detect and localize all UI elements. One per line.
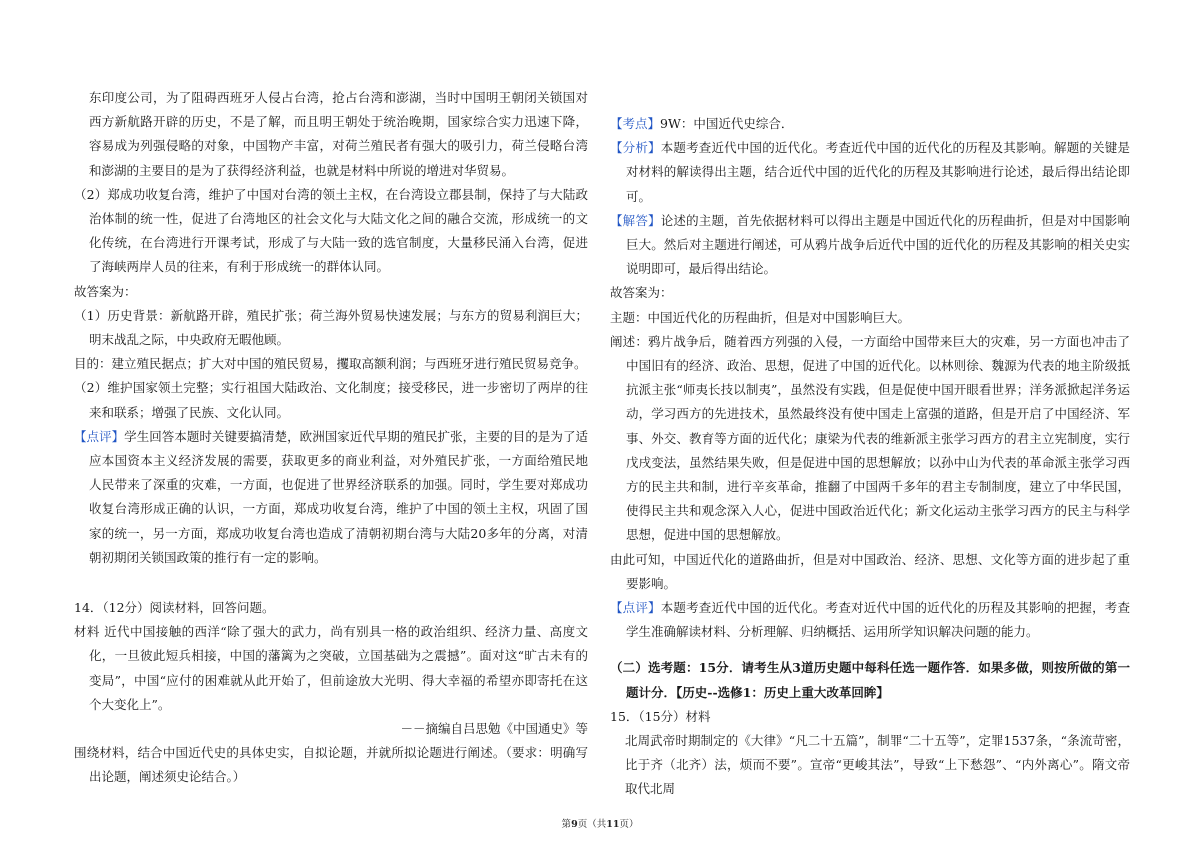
paragraph-east-india: 东印度公司，为了阻碍西班牙人侵占台湾，抢占台湾和澎湖，当时中国明王朝闭关锁国对西方新航路开辟的历史，不是了解，而且明王朝处于统治晚期，国家综合实力迅速下降，容易成为列强侵略的对象，中国物产丰富，对荷兰殖民者有强大的吸引力，荷兰侵略台湾和澎湖的主要目的是为了获得经济利益，也就是材料中所说的增进对华贸易。	[89, 90, 588, 178]
answer-explanation: 阐述：鸦片战争后，随着西方列强的入侵，一方面给中国带来巨大的灾难，另一方面也冲击了中国旧有的经济、政治、思想，促进了中国的近代化。以林则徐、魏源为代表的地主阶级抵抗派主张“师夷长技以制夷”，虽然没有实践，但是促使中国开眼看世界；洋务派掀起洋务运动，学习西方的先进技术，虽然最终没有使中国走上富强的道路，但是开启了中国经济、军事、外交、教育等方面的近代化；康梁为代表的维新派主张学习西方的君主立宪制度，实行戊戌变法，虽然结果失败，但是促进中国的思想解放；以孙中山为代表的革命派主张学习西方的民主共和制，进行辛亥革命，推翻了中国两千多年的君主专制制度，建立了中华民国，使得民主共和观念深入人心，促进中国政治近代化；新文化运动主张学习西方的民主与科学思想，促进中国的思想解放。	[610, 333, 1130, 543]
answer-purpose: 目的：建立殖民据点；扩大对中国的殖民贸易，攫取高额利润；与西班牙进行殖民贸易竞争。	[74, 356, 587, 372]
answer-background: （1）历史背景：新航路开辟，殖民扩张；荷兰海外贸易快速发展；与东方的贸易利润巨大；明末战乱之际，中央政府无暇他顾。	[74, 307, 588, 348]
question-14-material: 材料 近代中国接触的西洋“除了强大的武力，尚有别具一格的政治组织、经济力量、高度文化，一旦彼此短兵相接，中国的藩篱为之突破，立国基础为之震撼”。面对这“旷古未有的变局”，中国“应付的困难就从此开始了，但前途放大光明、得大幸福的希望亦即寄托在这个大变化上”。	[74, 624, 588, 712]
answer-label: 故答案为：	[74, 283, 137, 299]
total-pages: 11	[606, 819, 620, 830]
question-15-text: 北周武帝时期制定的《大律》“凡二十五篇”，制罪“二十五等”，定罪1537条，“条流苛密，比于齐（北齐）法，烦而不要”。宣帝“更峻其法”，导致“上下愁怨”、“内外离心”。隋文帝取代北周	[625, 733, 1130, 797]
answer-label: 故答案为：	[610, 285, 673, 301]
solution-paragraph	[610, 209, 1130, 282]
knowledge-tag: 【考点】	[610, 116, 661, 131]
review-text: 本题考查近代中国的近代化。考查对近代中国的近代化的历程及其影响的把握，考查学生准确解读材料、分析理解、归纳概括、运用所学知识解决问题的能力。	[626, 600, 1130, 640]
answer-significance: （2）维护国家领土完整；实行祖国大陆政治、文化制度；接受移民，进一步密切了两岸的往来和联系；增强了民族、文化认同。	[74, 380, 588, 420]
footer-suffix: 页）	[619, 819, 639, 830]
analysis-paragraph	[610, 136, 1130, 209]
elective-section-heading: （二）选考题：15分．请考生从3道历史题中每科任选一题作答．如果多做，则按所做的第一题计分．【历史--选修1：历史上重大改革回眸】	[610, 660, 1130, 700]
analysis-tag: 【分析】	[610, 140, 661, 156]
spacer	[610, 644, 1130, 656]
question-14-task: 围绕材料，结合中国近代史的具体史实，自拟论题，并就所拟论题进行阐述。（要求：明确写出论题，阐述须史论结合。）	[74, 745, 588, 785]
solution-text: 论述的主题，首先依据材料可以得出主题是中国近代化的历程曲折，但是对中国影响巨大。然后对主题进行阐述，可从鸦片战争后近代中国的近代化的历程及其影响的相关史实说明即可，最后得出结论。	[626, 212, 1130, 277]
page-number: 9	[571, 819, 578, 830]
right-column	[610, 86, 1130, 802]
knowledge-text: 9W：中国近代史综合．	[660, 116, 794, 131]
comment-tag: 【点评】	[74, 428, 125, 444]
left-column	[74, 86, 588, 790]
question-15-heading: 15．（15分）材料	[610, 708, 711, 724]
comment-text: 学生回答本题时关键要搞清楚，欧洲国家近代早期的殖民扩张，主要的目的是为了适应本国资本主义经济发展的需要，获取更多的商业利益，对外殖民扩张，一方面给殖民地人民带来了深重的灾难，一方面，也促进了世界经济联系的加强。同时，学生要对郑成功收复台湾形成正确的认识，一方面，郑成功收复台湾，维护了中国的领土主权，巩固了国家的统一，另一方面，郑成功收复台湾也造成了清朝初期台湾与大陆20多年的分离，对清朝初期闭关锁国政策的推行有一定的影响。	[89, 428, 588, 565]
solution-tag: 【解答】	[610, 212, 661, 228]
page-footer	[0, 816, 1200, 830]
footer-prefix: 第	[561, 819, 572, 830]
answer-conclusion: 由此可知，中国近代化的道路曲折，但是对中国政治、经济、思想、文化等方面的进步起了重要影响。	[610, 551, 1130, 591]
paragraph-zheng-chenggong: （2）郑成功收复台湾，维护了中国对台湾的领土主权，在台湾设立郡县制，保持了与大陆政治体制的统一性，促进了台湾地区的社会文化与大陆文化之间的融合交流，形成统一的文化传统，在台湾进行开课考试，形成了与大陆一致的选官制度，大量移民涌入台湾，促进了海峡两岸人员的往来，有利于形成统一的群体认同。	[74, 186, 588, 275]
knowledge-point	[610, 112, 1130, 136]
question-14-heading: 14．（12分）阅读材料，回答问题。	[74, 600, 275, 616]
comment-paragraph	[74, 425, 588, 570]
footer-mid: 页（共	[577, 819, 607, 830]
review-tag: 【点评】	[610, 600, 661, 616]
spacer	[74, 570, 588, 596]
answer-theme: 主题：中国近代化的历程曲折，但是对中国影响巨大。	[610, 309, 911, 325]
question-14-source: －－摘编自吕思勉《中国通史》等	[400, 721, 588, 737]
analysis-text: 本题考查近代中国的近代化。考查近代中国的近代化的历程及其影响。解题的关键是对材料的解读得出主题，结合近代中国的近代化的历程及其影响进行论述，最后得出结论即可。	[626, 140, 1130, 204]
review-paragraph	[610, 596, 1130, 644]
spacer	[610, 86, 1130, 112]
